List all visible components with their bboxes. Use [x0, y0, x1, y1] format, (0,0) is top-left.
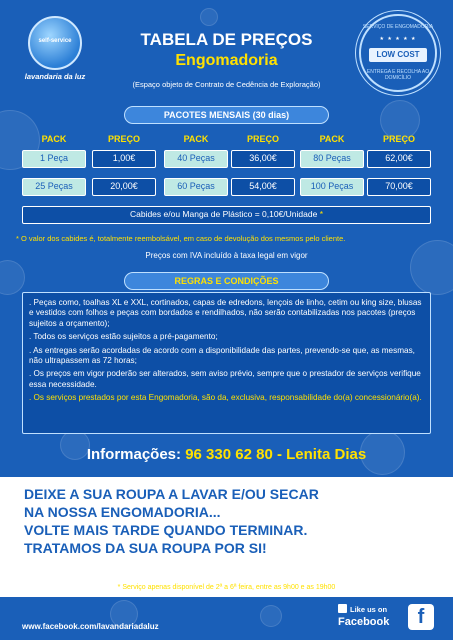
badge-stars: ★ ★ ★ ★ ★ [379, 36, 417, 42]
info-separator: - [276, 446, 282, 463]
pack-cell: 80 Peças [300, 150, 364, 168]
logo-tag: self-service [38, 38, 72, 44]
price-cell: 70,00€ [367, 178, 431, 196]
rule-item: . As entregas serão acordadas de acordo com a disponibilidade das partes, prevendo-se que, as mesmas, não ultrapassem as 72 horas; [29, 345, 415, 366]
phone-number: 96 330 62 80 [185, 446, 273, 463]
badge-ring-bottom: ENTREGA E RECOLHA AO DOMICÍLIO [366, 69, 430, 81]
rule-item: . Todos os serviços estão sujeitos a pré-pagamento; [29, 332, 218, 342]
slogan-line: TRATAMOS DA SUA ROUPA POR SI! [24, 540, 267, 556]
slogan-line: NA NOSSA ENGOMADORIA... [24, 504, 221, 520]
pack-cell: 40 Peças [164, 150, 228, 168]
pack-header: PACK [41, 134, 67, 144]
hangers-text: Cabides e/ou Manga de Plástico = 0,10€/Unidade [129, 209, 318, 219]
pack-cell: 25 Peças [22, 178, 86, 196]
hangers-price [22, 206, 431, 224]
price-cell: 20,00€ [92, 178, 156, 196]
contract-note: (Espaço objeto de Contrato de Cedência de Exploração) [132, 80, 321, 89]
pack-header: PACK [319, 134, 345, 144]
slogan-line: DEIXE A SUA ROUPA A LAVAR E/OU SECAR [24, 486, 319, 502]
price-cell: 1,00€ [92, 150, 156, 168]
page-title: TABELA DE PREÇOS [140, 30, 313, 49]
price-header: PREÇO [246, 134, 279, 144]
contact-name: Lenita Dias [286, 446, 367, 463]
rule-item: . Peças como, toalhas XL e XXL, cortinados, capas de edredons, lençois de linho, cetim ou king size, blusas e vestidos com folhos e peças com bordados e rendilhados, não serão contabilizadas nos pacotes (preços sujeitos a orçamento); [29, 298, 422, 328]
badge-label: LOW COST [369, 48, 427, 62]
contact-info [0, 446, 453, 463]
rules-panel [22, 292, 431, 434]
price-cell: 54,00€ [231, 178, 295, 196]
like-label: Like us on [350, 605, 388, 614]
low-cost-badge [359, 14, 437, 92]
slogan-line: VOLTE MAIS TARDE QUANDO TERMINAR. [24, 522, 308, 538]
like-us-text [338, 604, 387, 614]
facebook-url[interactable]: www.facebook.com/lavandariadaluz [22, 622, 159, 631]
facebook-icon[interactable]: f [408, 604, 434, 630]
brand-logo [14, 16, 96, 88]
water-drop-icon [28, 16, 82, 70]
thumbs-up-icon [338, 604, 347, 613]
facebook-like-block[interactable] [338, 602, 438, 634]
facebook-name: Facebook [338, 616, 390, 628]
pack-header: PACK [183, 134, 209, 144]
badge-ring-top: SERVIÇO DE ENGOMADORIA [362, 24, 434, 30]
vat-note: Preços com IVA incluído à taxa legal em vigor [145, 251, 308, 260]
hangers-footnote: * O valor dos cabides é, totalmente reembolsável, em caso de devolução dos mesmos pelo cliente. [16, 234, 346, 243]
packs-section-title: PACOTES MENSAIS (30 dias) [124, 106, 329, 124]
pack-cell: 100 Peças [300, 178, 364, 196]
service-hours-note: * Serviço apenas disponível de 2ª a 6ª feira, entre as 9h00 e as 19h00 [117, 584, 336, 591]
slogan [24, 485, 444, 557]
hangers-asterisk: * [319, 209, 324, 219]
page-subtitle: Engomadoria [175, 52, 278, 69]
rules-section-title: REGRAS E CONDIÇÕES [124, 272, 329, 290]
pack-cell: 60 Peças [164, 178, 228, 196]
pack-cell: 1 Peça [22, 150, 86, 168]
price-cell: 62,00€ [367, 150, 431, 168]
price-cell: 36,00€ [231, 150, 295, 168]
price-header: PREÇO [382, 134, 415, 144]
rule-item: . Os preços em vigor poderão ser alterados, sem aviso prévio, sempre que o prestador de serviços verifique essa necessidade. [29, 369, 421, 389]
rule-item: . Os serviços prestados por esta Engomadoria, são da, exclusiva, responsabilidade do(a) concessionário(a). [29, 393, 422, 403]
logo-name: lavandaria da luz [24, 72, 86, 81]
price-header: PREÇO [107, 134, 140, 144]
info-label: Informações: [86, 446, 182, 463]
